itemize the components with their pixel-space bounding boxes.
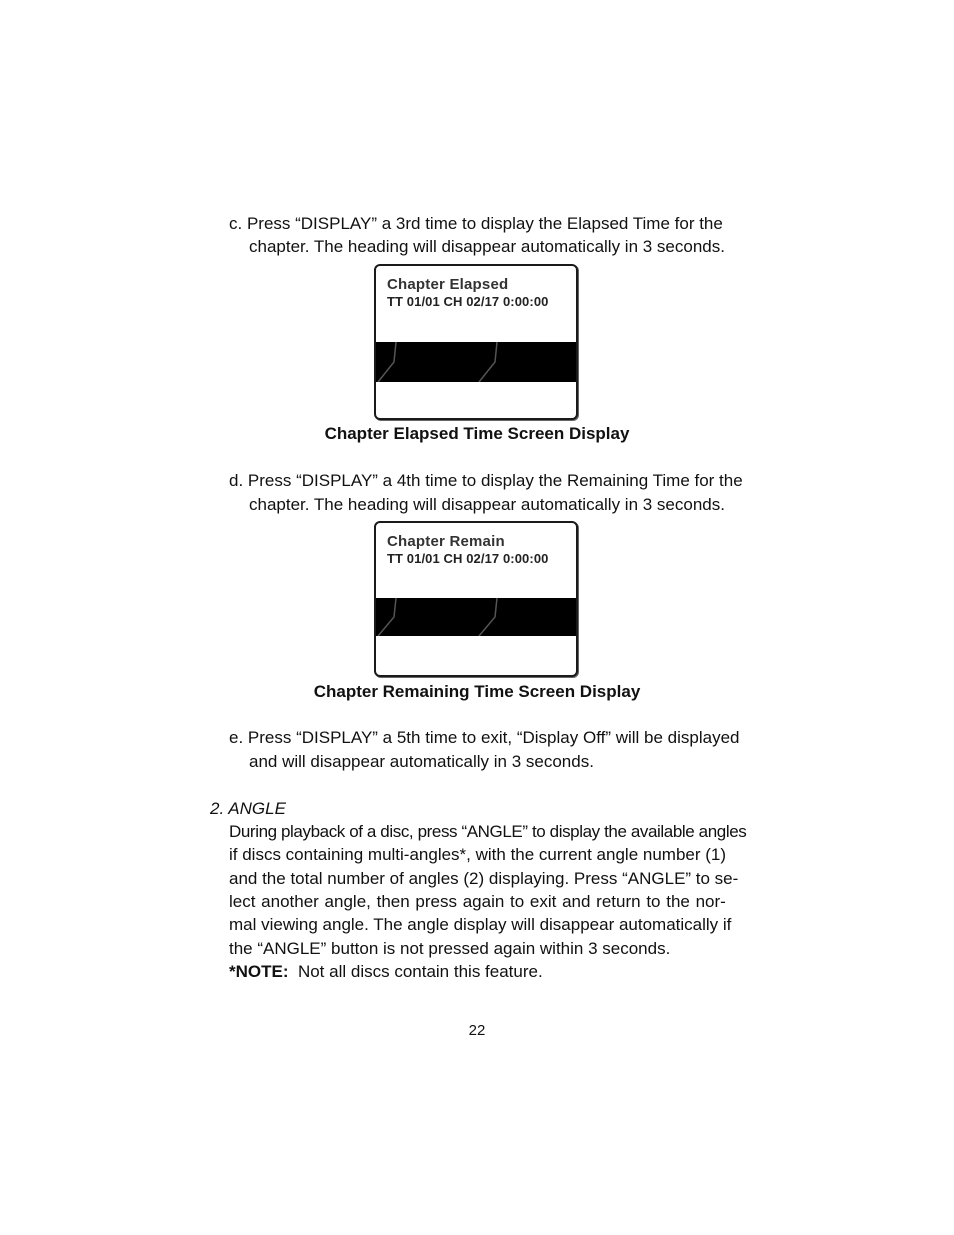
band-divider-icon [376,598,576,636]
angle-line-3: and the total number of angles (2) displaying. Press “ANGLE” to se- [229,869,739,888]
angle-line-6: the “ANGLE” button is not pressed again within 3 seconds. [229,939,671,958]
screen-black-band [376,342,576,382]
chapter-remain-screen [374,521,578,677]
screen-black-band [376,598,576,636]
angle-line-1: During playback of a disc, press “ANGLE” to display the available angles [229,822,747,841]
item-e-line-1: e. Press “DISPLAY” a 5th time to exit, “Display Off” will be displayed [229,728,740,747]
note-label: *NOTE: [229,962,289,981]
angle-line-4: lect another angle, then press again to exit and return to the nor- [229,892,726,911]
note-line [229,962,543,982]
page-number: 22 [468,1022,486,1039]
angle-line-5: mal viewing angle. The angle display will disappear automatically if [229,915,732,934]
caption-remain: Chapter Remaining Time Screen Display [313,682,641,701]
item-d-line-1: d. Press “DISPLAY” a 4th time to display the Remaining Time for the [229,471,743,490]
item-c-line-1: c. Press “DISPLAY” a 3rd time to display the Elapsed Time for the [229,214,723,233]
item-e-line-2: and will disappear automatically in 3 seconds. [249,752,594,771]
band-divider-icon [376,342,576,382]
screen-heading: Chapter Remain [387,533,505,550]
angle-line-2: if discs containing multi-angles*, with the current angle number (1) [229,845,727,864]
screen-info: TT 01/01 CH 02/17 0:00:00 [387,294,549,309]
screen-heading: Chapter Elapsed [387,276,509,293]
angle-heading: 2. ANGLE [210,799,286,818]
screen-info: TT 01/01 CH 02/17 0:00:00 [387,551,549,566]
chapter-elapsed-screen [374,264,578,420]
item-c-line-2: chapter. The heading will disappear automatically in 3 seconds. [249,237,725,256]
caption-elapsed: Chapter Elapsed Time Screen Display [324,424,630,443]
note-text: Not all discs contain this feature. [297,962,543,981]
item-d-line-2: chapter. The heading will disappear automatically in 3 seconds. [249,495,725,514]
